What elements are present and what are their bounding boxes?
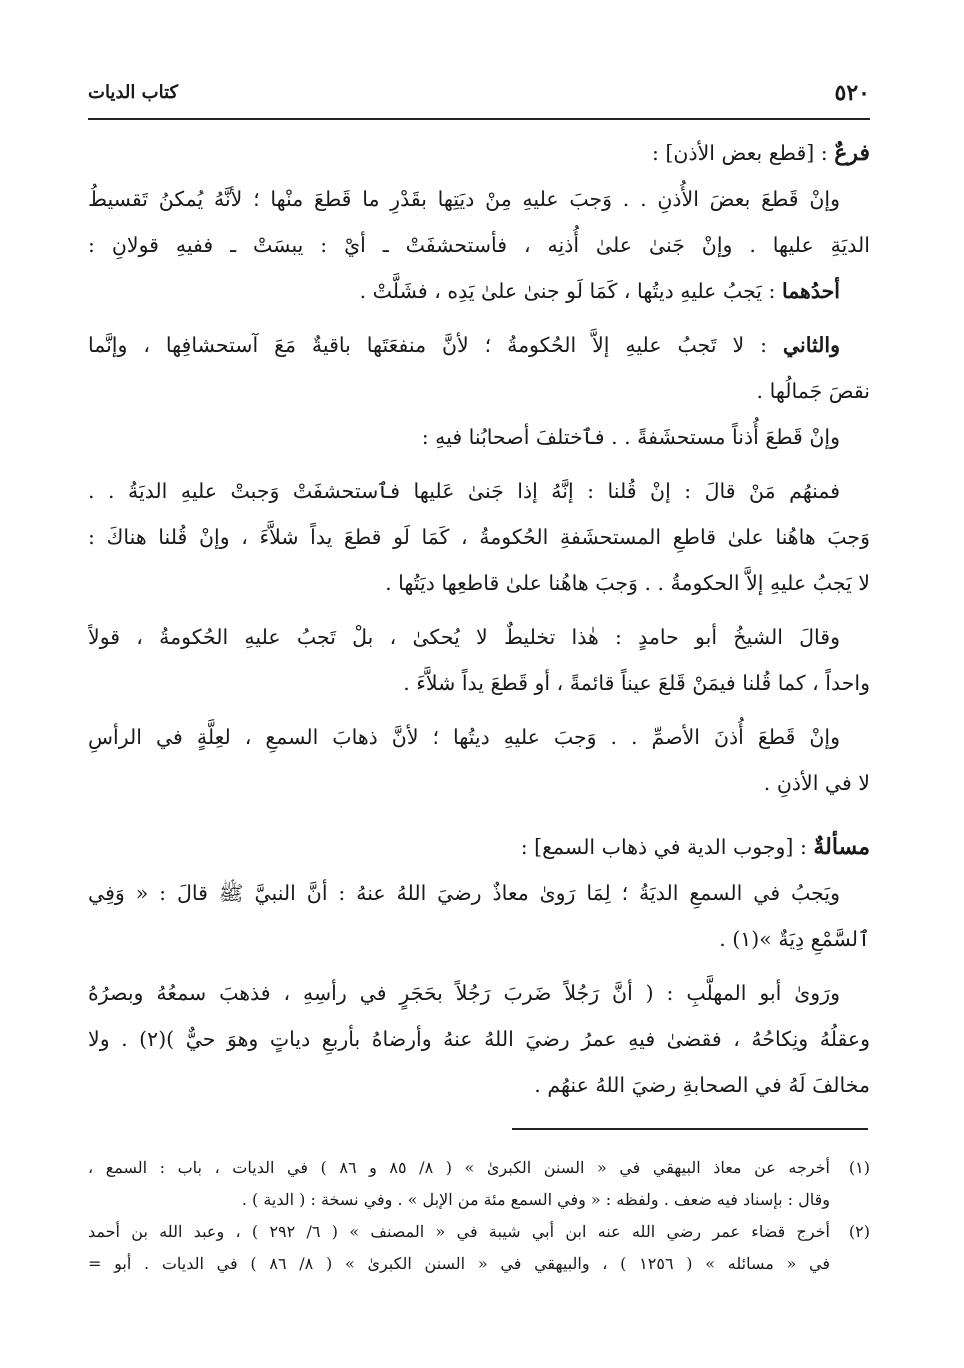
footnote-number: (١) <box>848 1158 870 1177</box>
footnote-text: أخرجه عن معاذ البيهقي في « السنن الكبرىٰ » ( ٨/ ٨٥ و ٨٦ ) في الديات ، باب : السمع ، <box>88 1158 831 1177</box>
footnote-text: أخرج قضاء عمر رضي الله عنه ابن أبي شيبة في « المصنف » ( ٦/ ٢٩٢ ) ، وعبد الله بن أحمد <box>88 1222 830 1241</box>
text-line: وإنْ قَطعَ أُذنَ الأصمِّ . . وَجبَ عليهِ ديتُها ؛ لأنَّ ذهابَ السمعِ ، لعِلَّةٍ في الرأسِ <box>88 725 840 749</box>
book-title: كتاب الديات <box>88 82 179 103</box>
footnote-text: في « مسائله » ( ١٢٥٦ ) ، والبيهقي في « السنن الكبرىٰ » ( ٨/ ٨٦ ) في الديات . أبو = <box>88 1254 831 1273</box>
term-label: والثاني <box>782 333 840 357</box>
text-line: ويَجبُ في السمعِ الديَةُ ؛ لِمَا رَوىٰ معاذٌ رضيَ اللهُ عنهُ : أنَّ النبيَّ ﷺ قالَ : « وَفِي <box>88 881 840 905</box>
page-number: ٥٢٠ <box>834 80 870 106</box>
running-header <box>88 80 870 110</box>
heading-text: : [وجوب الدية في ذهاب السمع] : <box>520 835 814 859</box>
text-line: وقالَ الشيخُ أبو حامدٍ : هٰذا تخليطٌ لا يُحكىٰ ، بلْ تَجبُ عليهِ الحُكومةُ ، قولاً <box>88 625 840 649</box>
text-line: وإنْ قَطعَ بعضَ الأُذنِ . . وَجبَ عليهِ مِنْ ديَتِها بقَدْرِ ما قَطعَ منْها ؛ لأنَّهُ يُمكنُ تَقسيطُ <box>88 187 840 211</box>
text-line: وعقلُهُ ونِكاحُهُ ، فقضىٰ فيهِ عمرُ رضيَ اللهُ عنهُ وأرضاهُ بأربعِ دياتٍ وهوَ حيٌّ )(٢) . ولا <box>88 1027 870 1051</box>
text-line: فمنهُم مَنْ قالَ : إنْ قُلنا : إنَّهُ إذا جَنىٰ عَليها فٱستحشفَتْ وَجبتْ عليهِ الديَةُ . . <box>88 479 840 503</box>
term-text: : يَجبُ عليهِ ديتُها ، كَمَا لَو جنىٰ علىٰ يَدِه ، فشَلَّتْ . <box>359 279 782 303</box>
section-heading-branch <box>88 130 870 176</box>
heading-keyword: مسألةٌ <box>813 834 870 860</box>
text-line: واحداً ، كما قُلنا فيمَنْ قَلعَ عيناً قائمةً ، أو قَطعَ يداً شلاَّءَ . <box>403 671 870 695</box>
section-heading-issue <box>88 824 870 870</box>
heading-keyword: فرعٌ <box>834 140 870 166</box>
footnote-number: (٢) <box>848 1222 870 1241</box>
text-line <box>88 268 870 314</box>
header-divider <box>88 118 870 120</box>
text-line: الديَةِ عليها . وإنْ جَنىٰ علىٰ أُذنِه ، فأستحشفَتْ ـ أيْ : يبسَتْ ـ ففيهِ قولانِ : <box>88 233 870 257</box>
footnote-text: وقال : بإسناد فيه ضعف . ولفظه : « وفي السمع مئة من الإبل » . وفي نسخة : ( الدية ) . <box>241 1190 830 1209</box>
main-text <box>88 130 870 1108</box>
footnote-1-cont <box>88 1184 870 1216</box>
footnote-1 <box>88 1152 870 1184</box>
text-line: لا يَجبُ عليهِ إلاَّ الحكومةُ . . وَجبَ هاهُنا علىٰ قاطعِها ديَتُها . <box>385 571 870 595</box>
text-line <box>88 322 870 368</box>
footnote-2-cont <box>88 1248 870 1280</box>
text-line: وإنْ قَطعَ أُذناً مستحشَفةً . . فٱختلفَ أصحابُنا فيهِ : <box>421 425 840 449</box>
text-line: ٱلسَّمْعِ دِيَةٌ »(١) . <box>719 927 870 951</box>
footnote-divider <box>512 1128 868 1130</box>
term-label: أحدُهما <box>781 279 840 303</box>
text-line: نقصَ جَمالُها . <box>756 379 870 403</box>
footnote-2 <box>88 1216 870 1248</box>
text-line: لا في الأذنِ . <box>763 771 870 795</box>
text-line: ورَوىٰ أبو المهلَّبِ : ( أنَّ رَجُلاً ضَربَ رَجُلاً بحَجَرٍ في رأسِهِ ، فذهبَ سمعُهُ وبصرُهُ <box>88 981 840 1005</box>
heading-text: : [قطع بعض الأذن] : <box>652 141 835 165</box>
footnotes <box>88 1152 870 1280</box>
text-line: وَجبَ هاهُنا علىٰ قاطعِ المستحشَفةِ الحُكومةُ ، كَمَا لَو قطعَ يداً شلاَّءَ ، وإنْ قُلنا هناكَ : <box>88 525 870 549</box>
text-line: مخالفَ لَهُ في الصحابةِ رضيَ اللهُ عنهُم . <box>534 1073 870 1097</box>
term-text: : لا تَجبُ عليهِ إلاَّ الحُكومةُ ؛ لأنَّ منفعَتَها باقيةٌ مَعَ آستحشافِها ، وإنَّما <box>88 333 783 357</box>
